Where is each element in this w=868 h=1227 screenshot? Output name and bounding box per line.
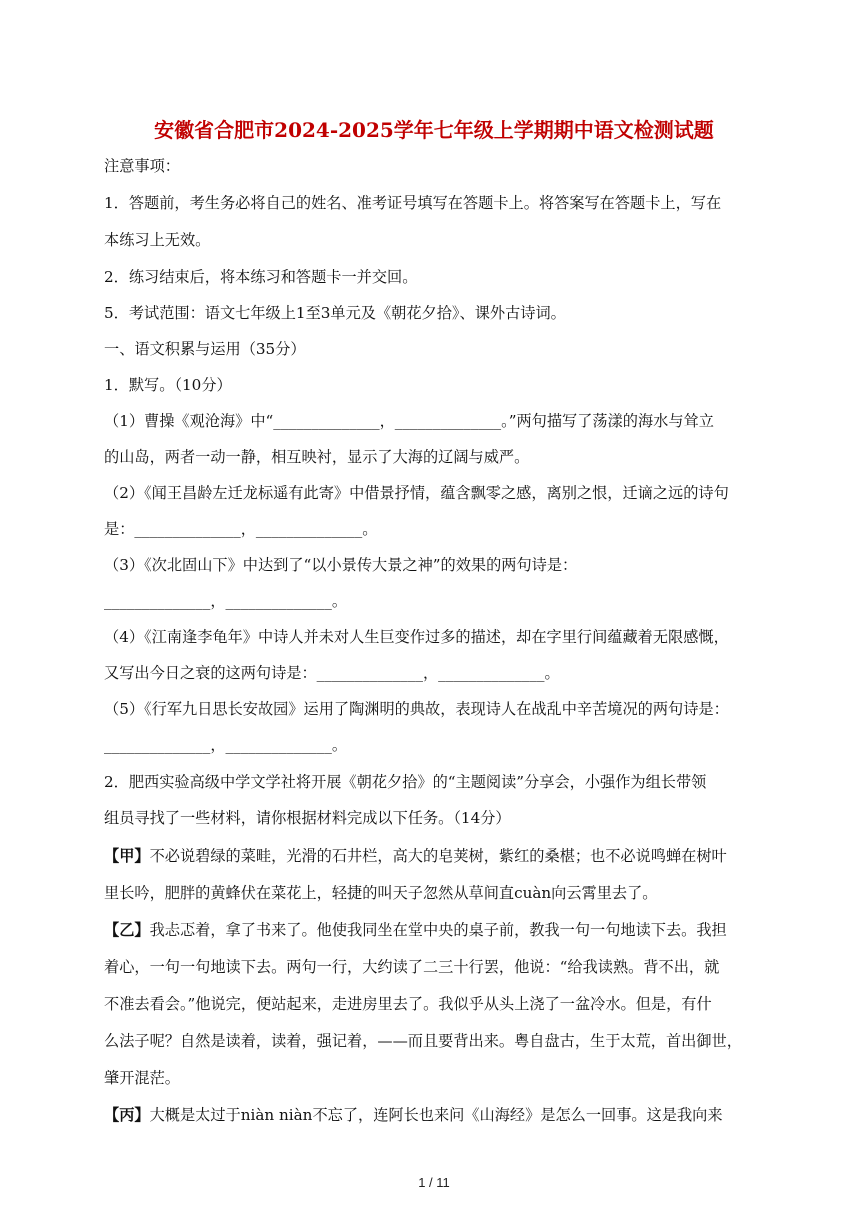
- text-line: 里长吟，肥胖的黄蜂伏在菜花上，轻捷的叫天子忽然从草间直cuàn向云霄里去了。: [104, 884, 658, 902]
- text-line: ______________，______________。: [104, 592, 347, 610]
- text-line: （5）《行军九日思长安故园》运用了陶渊明的典故，表现诗人在战乱中辛苦境况的两句诗是：: [104, 700, 729, 718]
- text-line: 本练习上无效。: [104, 231, 211, 249]
- text-line: （2）《闻王昌龄左迁龙标遥有此寄》中借景抒情，蕴含飘零之感，离别之恨，迁谪之远的诗句: [104, 484, 729, 502]
- text-line: 注意事项：: [104, 157, 180, 175]
- text-line: （3）《次北固山下》中达到了“以小景传大景之神”的效果的两句诗是：: [104, 556, 578, 574]
- question-heading: 2．肥西实验高级中学文学社将开展《朝花夕拾》的“主题阅读”分享会，小强作为组长带领: [104, 773, 707, 791]
- text-line: 么法子呢？自然是读着，读着，强记着，——而且要背出来。粤自盘古，生于太荒，首出御世，: [104, 1032, 742, 1050]
- text-line: [104, 1105, 784, 1125]
- text-line: 的山岛，两者一动一静，相互映衬，显示了大海的辽阔与威严。: [104, 448, 530, 466]
- passage-text: 大概是太过于niàn niàn不忘了，连阿长也来问《山海经》是怎么一回事。这是我向来: [149, 1106, 723, 1124]
- text-line: （4）《江南逢李龟年》中诗人并未对人生巨变作过多的描述，却在字里行间蕴藏着无限感慨，: [104, 628, 729, 646]
- text-line: ______________，______________。: [104, 736, 347, 754]
- page-number: 1 / 11: [418, 1175, 450, 1190]
- text-line: 肇开混茫。: [104, 1069, 180, 1087]
- text-line: （1）曹操《观沧海》中“______________，______________。”两句描写了荡漾的海水与耸立: [104, 412, 714, 430]
- text-line: 组员寻找了一些材料，请你根据材料完成以下任务。（14分）: [104, 809, 511, 827]
- text-line: 5．考试范围：语文七年级上1至3单元及《朝花夕拾》、课外古诗词。: [104, 304, 566, 322]
- passage-text: 不必说碧绿的菜畦，光滑的石井栏，高大的皂荚树，紫红的桑椹；也不必说鸣蝉在树叶: [149, 847, 727, 865]
- passage-marker: 【丙】: [104, 1106, 150, 1124]
- passage-marker: 【甲】: [104, 847, 150, 865]
- question-heading: 1．默写。（10分）: [104, 376, 232, 394]
- text-line: [104, 846, 784, 866]
- text-line: 1．答题前，考生务必将自己的姓名、准考证号填写在答题卡上。将答案写在答题卡上，写在: [104, 194, 722, 212]
- section-heading: 一、语文积累与运用（35分）: [104, 340, 306, 358]
- text-line: 不准去看会。”他说完，便站起来，走进房里去了。我似乎从头上浇了一盆冷水。但是，有什: [104, 995, 712, 1013]
- text-line: 着心，一句一句地读下去。两句一行，大约读了二三十行罢，他说：“给我读熟。背不出，就: [104, 958, 720, 976]
- passage-marker: 【乙】: [104, 921, 150, 939]
- text-line: [104, 920, 784, 940]
- passage-text: 我忐忑着，拿了书来了。他使我同坐在堂中央的桌子前，教我一句一句地读下去。我担: [149, 921, 727, 939]
- document-title: 安徽省合肥市2024-2025学年七年级上学期期中语文检测试题: [154, 118, 714, 142]
- text-line: 又写出今日之衰的这两句诗是：______________，______________。: [104, 664, 560, 682]
- text-line: 2．练习结束后，将本练习和答题卡一并交回。: [104, 268, 418, 286]
- text-line: 是：______________，______________。: [104, 520, 378, 538]
